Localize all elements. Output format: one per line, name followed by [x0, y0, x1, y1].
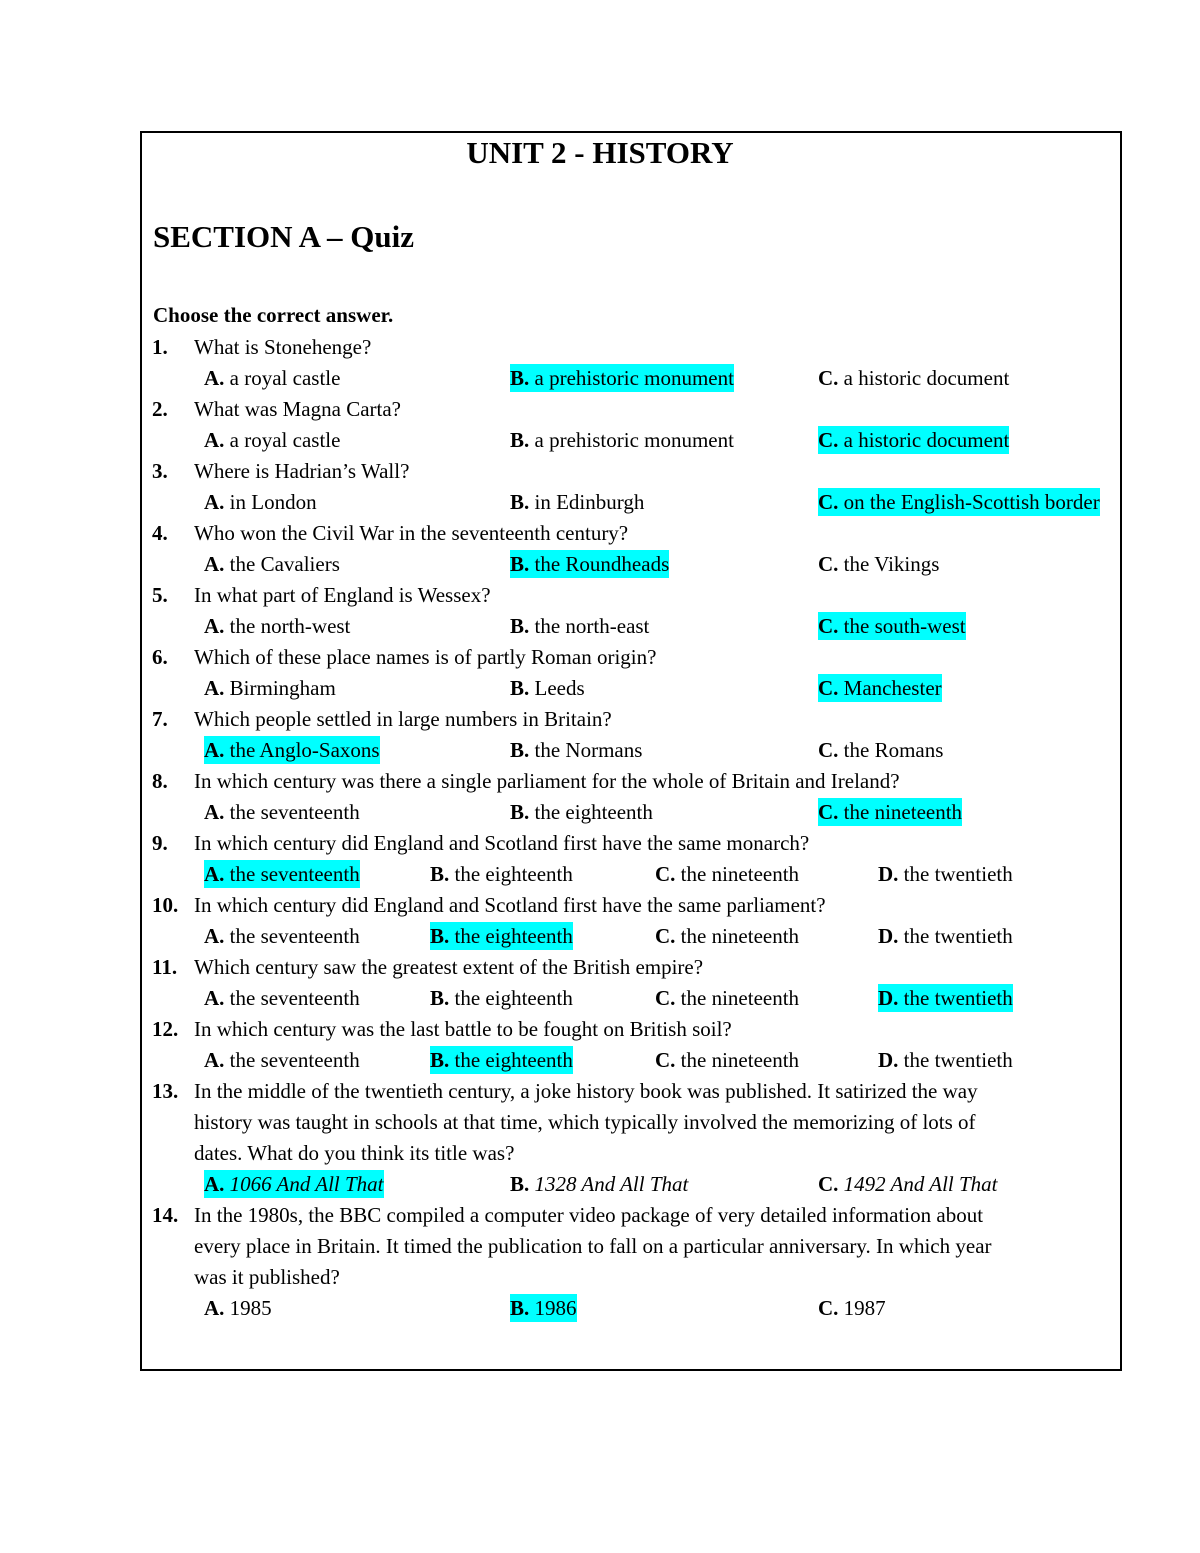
option-letter: A. — [204, 552, 225, 576]
option-text: the seventeenth — [224, 924, 360, 948]
option-letter: C. — [655, 1048, 676, 1072]
correct-answer-option — [818, 798, 962, 826]
answer-option — [878, 922, 1013, 950]
option-text: 1492 And All That — [838, 1172, 998, 1196]
correct-answer-option — [204, 1170, 384, 1198]
question-text: every place in Britain. It timed the publication to fall on a particular anniversary. In which year — [194, 1234, 992, 1258]
answer-option — [818, 1170, 998, 1198]
option-letter: A. — [204, 738, 225, 762]
option-letter: C. — [818, 1172, 839, 1196]
question-text: dates. What do you think its title was? — [194, 1141, 515, 1165]
question-row — [0, 1015, 1200, 1046]
options-row — [0, 674, 1200, 705]
question-text: history was taught in schools at that time, which typically involved the memorizing of lots of — [194, 1110, 976, 1134]
option-text: the twentieth — [898, 986, 1013, 1010]
option-text: Leeds — [529, 676, 585, 700]
question-number: 11. — [152, 955, 178, 979]
option-letter: A. — [204, 862, 225, 886]
question-row — [0, 953, 1200, 984]
answer-option — [655, 922, 799, 950]
answer-option — [818, 550, 939, 578]
option-letter: C. — [655, 862, 676, 886]
option-letter: B. — [510, 490, 530, 514]
option-letter: A. — [204, 1172, 225, 1196]
answer-option — [818, 1294, 886, 1322]
options-row — [0, 550, 1200, 581]
correct-answer-option — [510, 1294, 577, 1322]
option-text: 1328 And All That — [529, 1172, 689, 1196]
option-letter: A. — [204, 1048, 225, 1072]
question-row — [0, 519, 1200, 550]
option-text: in London — [224, 490, 317, 514]
answer-option — [510, 736, 642, 764]
option-text: a historic document — [838, 366, 1010, 390]
answer-option — [510, 488, 644, 516]
option-letter: B. — [510, 552, 530, 576]
question-number: 13. — [152, 1079, 179, 1103]
option-text: the Normans — [529, 738, 643, 762]
option-text: a royal castle — [224, 428, 341, 452]
option-letter: D. — [878, 924, 899, 948]
unit-title: UNIT 2 - HISTORY — [466, 135, 734, 170]
option-text: a prehistoric monument — [529, 366, 734, 390]
question-text: Which century saw the greatest extent of the British empire? — [194, 955, 704, 979]
question-row — [0, 457, 1200, 488]
option-text: the twentieth — [898, 1048, 1013, 1072]
option-letter: B. — [510, 676, 530, 700]
question-text: Which of these place names is of partly Roman origin? — [194, 645, 657, 669]
question-row — [0, 1232, 1200, 1263]
question-number: 12. — [152, 1017, 179, 1041]
correct-answer-option — [818, 612, 966, 640]
option-letter: B. — [510, 614, 530, 638]
option-letter: C. — [818, 614, 839, 638]
question-number: 6. — [152, 645, 168, 669]
option-text: the nineteenth — [675, 1048, 800, 1072]
option-text: the twentieth — [898, 862, 1013, 886]
option-text: the seventeenth — [224, 862, 360, 886]
answer-option — [204, 798, 360, 826]
options-row — [0, 860, 1200, 891]
options-row — [0, 1170, 1200, 1201]
answer-option — [818, 364, 1009, 392]
question-row — [0, 1139, 1200, 1170]
answer-option — [204, 1046, 360, 1074]
question-number: 8. — [152, 769, 168, 793]
question-row — [0, 1263, 1200, 1294]
answer-option — [204, 488, 317, 516]
correct-answer-option — [818, 674, 942, 702]
answer-option — [204, 550, 340, 578]
option-letter: B. — [510, 366, 530, 390]
question-text: In which century did England and Scotland first have the same monarch? — [194, 831, 810, 855]
question-row — [0, 829, 1200, 860]
option-text: the seventeenth — [224, 800, 360, 824]
option-text: 1986 — [529, 1296, 577, 1320]
question-number: 5. — [152, 583, 168, 607]
option-letter: D. — [878, 862, 899, 886]
option-letter: C. — [818, 428, 839, 452]
option-letter: C. — [818, 366, 839, 390]
option-text: the Cavaliers — [224, 552, 340, 576]
option-text: on the English-Scottish border — [838, 490, 1100, 514]
answer-option — [204, 674, 336, 702]
question-text: In which century was there a single parliament for the whole of Britain and Ireland? — [194, 769, 900, 793]
option-letter: B. — [510, 428, 530, 452]
question-text: In what part of England is Wessex? — [194, 583, 491, 607]
correct-answer-option — [204, 736, 380, 764]
question-number: 2. — [152, 397, 168, 421]
answer-option — [204, 984, 360, 1012]
option-text: the eighteenth — [449, 986, 573, 1010]
option-letter: A. — [204, 428, 225, 452]
correct-answer-option — [510, 550, 669, 578]
option-letter: B. — [510, 1296, 530, 1320]
question-text: In the 1980s, the BBC compiled a computer video package of very detailed information about — [194, 1203, 984, 1227]
option-text: the nineteenth — [838, 800, 963, 824]
option-letter: C. — [818, 738, 839, 762]
answer-option — [510, 612, 649, 640]
question-number: 10. — [152, 893, 179, 917]
question-text: What is Stonehenge? — [194, 335, 372, 359]
option-text: the seventeenth — [224, 1048, 360, 1072]
question-row — [0, 705, 1200, 736]
question-number: 3. — [152, 459, 168, 483]
option-letter: C. — [655, 924, 676, 948]
option-text: the Romans — [838, 738, 944, 762]
options-row — [0, 426, 1200, 457]
answer-option — [430, 984, 573, 1012]
answer-option — [655, 1046, 799, 1074]
option-letter: C. — [818, 490, 839, 514]
question-number: 7. — [152, 707, 168, 731]
answer-option — [204, 922, 360, 950]
instruction: Choose the correct answer. — [153, 303, 394, 327]
correct-answer-option — [430, 1046, 573, 1074]
option-text: the eighteenth — [449, 924, 573, 948]
option-text: a historic document — [838, 428, 1010, 452]
option-letter: C. — [818, 1296, 839, 1320]
answer-option — [204, 612, 350, 640]
option-text: 1987 — [838, 1296, 886, 1320]
option-text: 1985 — [224, 1296, 272, 1320]
question-row — [0, 1077, 1200, 1108]
options-row — [0, 1294, 1200, 1325]
option-letter: B. — [430, 862, 450, 886]
question-text: was it published? — [194, 1265, 340, 1289]
option-letter: A. — [204, 366, 225, 390]
question-text: Where is Hadrian’s Wall? — [194, 459, 410, 483]
option-text: the north-west — [224, 614, 351, 638]
question-text: In which century did England and Scotland first have the same parliament? — [194, 893, 826, 917]
option-letter: A. — [204, 676, 225, 700]
question-text: Which people settled in large numbers in Britain? — [194, 707, 612, 731]
option-letter: D. — [878, 986, 899, 1010]
answer-option — [204, 364, 340, 392]
option-letter: B. — [510, 800, 530, 824]
option-text: Birmingham — [224, 676, 336, 700]
option-text: the twentieth — [898, 924, 1013, 948]
options-row — [0, 1046, 1200, 1077]
answer-option — [510, 1170, 688, 1198]
answer-option — [204, 1294, 272, 1322]
answer-option — [878, 1046, 1013, 1074]
correct-answer-option — [510, 364, 734, 392]
option-letter: B. — [510, 1172, 530, 1196]
option-text: the nineteenth — [675, 862, 800, 886]
correct-answer-option — [878, 984, 1013, 1012]
option-letter: B. — [430, 1048, 450, 1072]
correct-answer-option — [818, 488, 1100, 516]
question-number: 9. — [152, 831, 168, 855]
question-number: 1. — [152, 335, 168, 359]
question-row — [0, 333, 1200, 364]
option-letter: C. — [818, 676, 839, 700]
option-text: the eighteenth — [529, 800, 653, 824]
options-row — [0, 922, 1200, 953]
option-text: a prehistoric monument — [529, 428, 734, 452]
question-text: What was Magna Carta? — [194, 397, 401, 421]
question-number: 14. — [152, 1203, 179, 1227]
option-text: the nineteenth — [675, 986, 800, 1010]
answer-option — [430, 860, 573, 888]
option-letter: A. — [204, 490, 225, 514]
option-text: the seventeenth — [224, 986, 360, 1010]
question-row — [0, 581, 1200, 612]
option-letter: A. — [204, 614, 225, 638]
question-row — [0, 891, 1200, 922]
option-text: the eighteenth — [449, 862, 573, 886]
question-text: Who won the Civil War in the seventeenth century? — [194, 521, 629, 545]
option-text: the nineteenth — [675, 924, 800, 948]
question-row — [0, 1108, 1200, 1139]
answer-option — [510, 798, 653, 826]
options-row — [0, 736, 1200, 767]
question-text: In the middle of the twentieth century, a joke history book was published. It satirized the way — [194, 1079, 978, 1103]
question-row — [0, 643, 1200, 674]
option-text: the Vikings — [838, 552, 940, 576]
option-letter: A. — [204, 924, 225, 948]
options-row — [0, 984, 1200, 1015]
option-letter: C. — [818, 800, 839, 824]
options-row — [0, 612, 1200, 643]
option-text: the eighteenth — [449, 1048, 573, 1072]
option-letter: A. — [204, 986, 225, 1010]
question-number: 4. — [152, 521, 168, 545]
question-row — [0, 767, 1200, 798]
correct-answer-option — [204, 860, 360, 888]
option-text: in Edinburgh — [529, 490, 645, 514]
options-row — [0, 798, 1200, 829]
option-letter: C. — [818, 552, 839, 576]
correct-answer-option — [430, 922, 573, 950]
option-text: the north-east — [529, 614, 650, 638]
options-row — [0, 364, 1200, 395]
option-text: the Anglo-Saxons — [224, 738, 380, 762]
option-letter: A. — [204, 1296, 225, 1320]
answer-option — [510, 674, 585, 702]
option-text: the south-west — [838, 614, 966, 638]
answer-option — [878, 860, 1013, 888]
question-row — [0, 395, 1200, 426]
option-text: the Roundheads — [529, 552, 670, 576]
option-letter: C. — [655, 986, 676, 1010]
question-row — [0, 1201, 1200, 1232]
correct-answer-option — [818, 426, 1009, 454]
option-text: 1066 And All That — [224, 1172, 384, 1196]
option-letter: A. — [204, 800, 225, 824]
option-text: a royal castle — [224, 366, 341, 390]
option-letter: B. — [510, 738, 530, 762]
option-letter: B. — [430, 924, 450, 948]
question-text: In which century was the last battle to be fought on British soil? — [194, 1017, 732, 1041]
answer-option — [655, 984, 799, 1012]
option-letter: D. — [878, 1048, 899, 1072]
options-row — [0, 488, 1200, 519]
answer-option — [655, 860, 799, 888]
section-heading: SECTION A – Quiz — [153, 219, 414, 254]
option-letter: B. — [430, 986, 450, 1010]
answer-option — [510, 426, 734, 454]
option-text: Manchester — [838, 676, 942, 700]
answer-option — [204, 426, 340, 454]
answer-option — [818, 736, 943, 764]
